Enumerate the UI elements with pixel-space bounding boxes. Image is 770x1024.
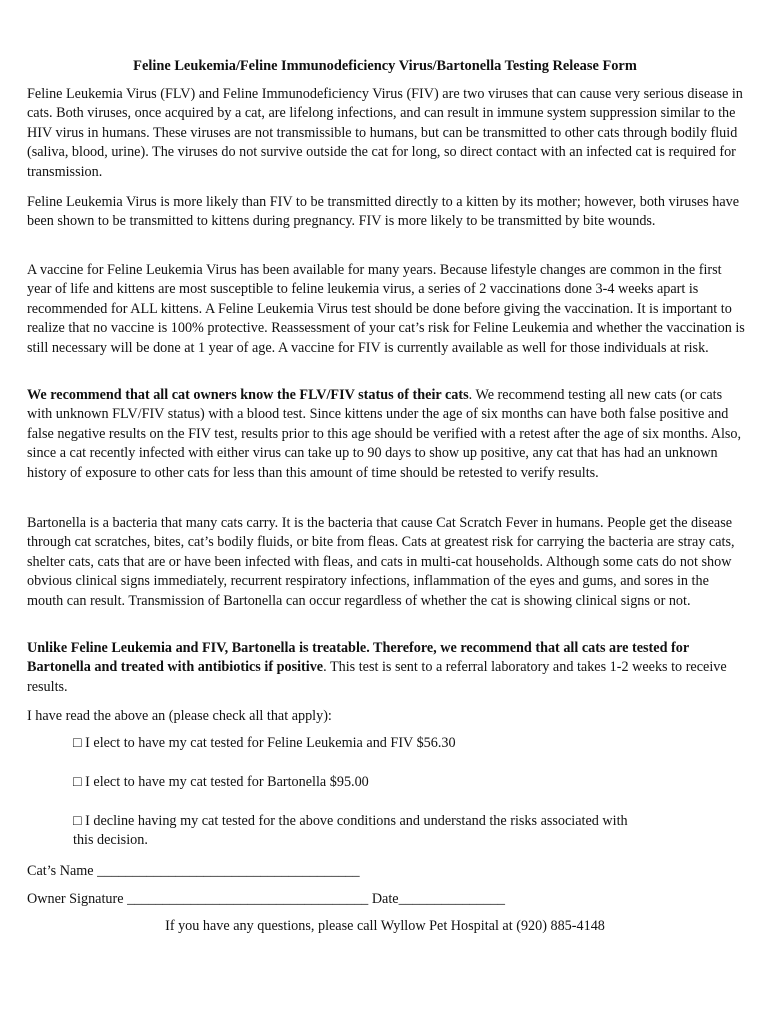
treatable-bold: Unlike Feline Leukemia and FIV, Bartonella is treatable. Therefore, we recommend that all cats are tested for Bartonella and treated with antibiotics if positive xyxy=(27,640,689,676)
date-field[interactable]: _______________ xyxy=(398,891,506,907)
checkbox-decline[interactable]: □ xyxy=(73,813,82,829)
paragraph-bartonella: Bartonella is a bacteria that many cats carry. It is the bacteria that cause Cat Scratch Fever in humans. People get the disease through cat scratches, bites, cat’s bodily fluids, or bite from fleas. Cats at greatest risk for carrying the bacteria are stray cats, shelter cats, cats that are or have been infected with fleas, and cats in multi-cat households. Although some cats do not show obvious clinical signs immediately, recurrent respiratory infections, inflammation of the eyes and gums, and sores in the mouth can result. Transmission of Bartonella can occur regardless of whether the cat is showing clinical signs or not. xyxy=(27,515,735,609)
cat-name-row xyxy=(27,862,360,881)
option-flv-fiv-label: I elect to have my cat tested for Feline Leukemia and FIV $56.30 xyxy=(85,735,456,751)
option-flv-fiv-test[interactable] xyxy=(73,734,633,753)
paragraph-transmission: Feline Leukemia Virus is more likely than FIV to be transmitted directly to a kitten by its mother; however, both viruses have been shown to be transmitted to kittens during pregnancy. FIV is more likely to be transmitted by bite wounds. xyxy=(27,194,740,230)
paragraph-vaccine: A vaccine for Feline Leukemia Virus has been available for many years. Because lifestyle changes are common in the first year of life and kittens are most susceptible to feline leukemia virus, a series of 2 vaccinations done 3-4 weeks apart is recommended for ALL kittens. A Feline Leukemia Virus test should be done before giving the vaccination. It is important to realize that no vaccine is 100% protective. Reassessment of your cat’s risk for Feline Leukemia and whether the vaccination is still necessary will be done at 1 year of age. A vaccine for FIV is currently available as well for those individuals at risk. xyxy=(27,262,745,356)
option-decline-label: I decline having my cat tested for the above conditions and understand the risks associated with this decision. xyxy=(73,813,628,849)
paragraph-bartonella-treatable xyxy=(27,639,745,697)
recommendation-text: . We recommend testing all new cats (or cats with unknown FLV/FIV status) with a blood test. Since kittens under the age of six months can have both false positive and false negative results on the FIV test, results prior to this age should be verified with a retest after the age of six months. Also, since a cat recently infected with either virus can take up to 90 days to show up positive, any cat that has had an unknown history of exposure to other cats for less than this amount of time should be retested to verify results. xyxy=(27,387,742,481)
cat-name-label: Cat’s Name xyxy=(27,863,94,879)
acknowledgement-prompt: I have read the above an (please check all that apply): xyxy=(27,708,332,724)
owner-signature-label: Owner Signature xyxy=(27,891,124,907)
owner-signature-row xyxy=(27,890,505,909)
checkbox-flv-fiv[interactable]: □ xyxy=(73,735,82,751)
contact-footer: If you have any questions, please call Wyllow Pet Hospital at (920) 885-4148 xyxy=(165,918,605,934)
owner-signature-field[interactable]: __________________________________ xyxy=(127,891,369,907)
form-title: Feline Leukemia/Feline Immunodeficiency Virus/Bartonella Testing Release Form xyxy=(133,58,637,74)
option-bartonella-label: I elect to have my cat tested for Bartonella $95.00 xyxy=(85,774,369,790)
date-label: Date xyxy=(371,891,399,907)
option-decline-test[interactable] xyxy=(73,812,633,851)
recommendation-bold: We recommend that all cat owners know the FLV/FIV status of their cats xyxy=(27,387,469,403)
option-bartonella-test[interactable] xyxy=(73,773,633,792)
cat-name-field[interactable]: _____________________________________ xyxy=(97,863,360,879)
treatable-text: . This test is sent to a referral laboratory and takes 1-2 weeks to receive results. xyxy=(27,659,727,695)
checkbox-bartonella[interactable]: □ xyxy=(73,774,82,790)
paragraph-flv-fiv-intro: Feline Leukemia Virus (FLV) and Feline Immunodeficiency Virus (FIV) are two viruses that can cause very serious disease in cats. Both viruses, once acquired by a cat, are lifelong infections, and can result in immune system suppression similar to the HIV virus in humans. These viruses are not transmissible to humans, but can be transmitted to other cats through bodily fluid (saliva, blood, urine). The viruses do not survive outside the cat for long, so direct contact with an infected cat is required for transmission. xyxy=(27,86,743,180)
paragraph-testing-recommendation xyxy=(27,386,745,483)
